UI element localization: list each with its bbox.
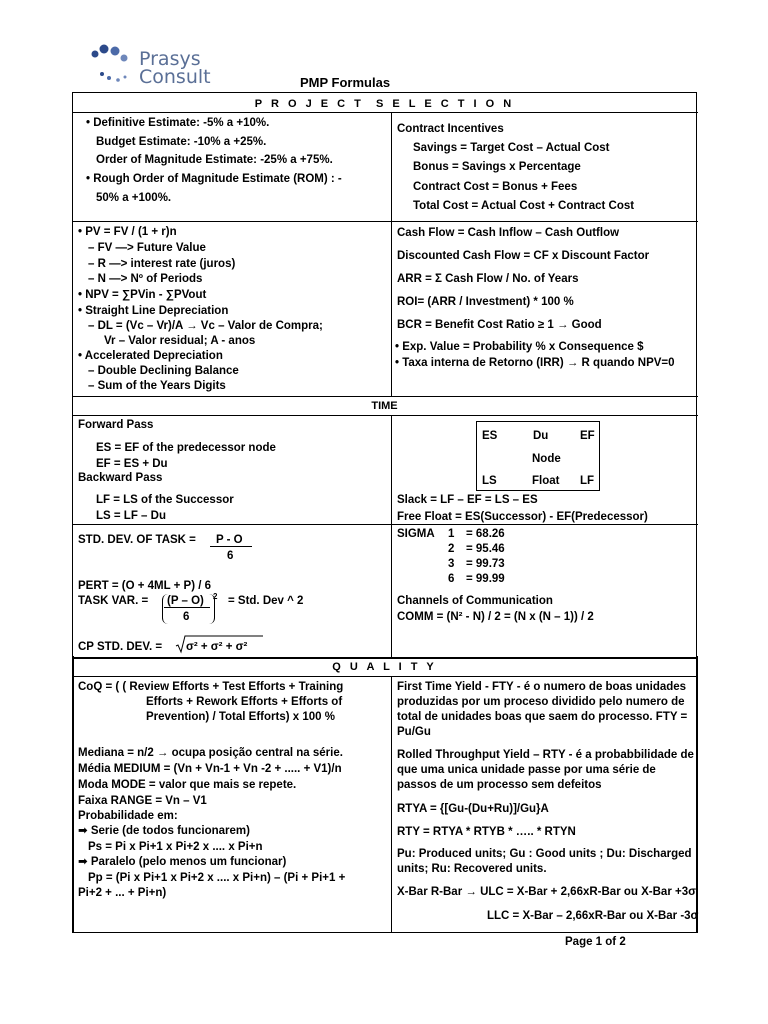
- rule: [72, 658, 698, 659]
- section-quality: Q U A L I T Y: [332, 661, 437, 673]
- estimate-budget: Budget Estimate: -10% a +25%.: [96, 136, 267, 148]
- double-declining: – Double Declining Balance: [88, 365, 239, 377]
- rule: [72, 676, 698, 677]
- column-divider: [391, 112, 392, 396]
- coq-line2: Efforts + Rework Efforts + Efforts of: [146, 696, 343, 708]
- node-float: Float: [532, 475, 560, 487]
- sigma-value: = 99.99: [466, 573, 505, 585]
- sigma-key: 2: [448, 543, 455, 555]
- straight-line-dep: • Straight Line Depreciation: [78, 305, 229, 317]
- slack-formula: Slack = LF – EF = LS – ES: [397, 494, 538, 506]
- bracket-left: [162, 594, 168, 624]
- coq-line1: CoQ = ( ( Review Efforts + Test Efforts + Training: [78, 681, 344, 693]
- section-project-selection: P R O J E C T S E L E C T I O N: [254, 98, 515, 110]
- task-var-exponent: 2: [213, 592, 218, 601]
- rty-product-formula: RTY = RTYA * RTYB * ….. * RTYN: [397, 826, 576, 838]
- fv-def: – FV —> Future Value: [88, 242, 206, 254]
- probabilidade-title: Probabilidade em:: [78, 810, 178, 822]
- units-legend-1: Pu: Produced units; Gu : Good units ; Du: Discharged: [397, 848, 692, 860]
- fraction-bar: [164, 607, 210, 608]
- expected-value: • Exp. Value = Probability % x Consequence $: [395, 341, 644, 353]
- rule: [72, 221, 698, 222]
- cash-flow: Cash Flow = Cash Inflow – Cash Outflow: [397, 227, 620, 239]
- fty-line4: Pu/Gu: [397, 726, 431, 738]
- accelerated-dep: • Accelerated Depreciation: [78, 350, 223, 362]
- comm-formula: COMM = (N² - N) / 2 = (N x (N – 1)) / 2: [397, 611, 594, 623]
- ls-formula: LS = LF – Du: [96, 510, 166, 522]
- forward-pass-title: Forward Pass: [78, 419, 154, 431]
- pert-formula: PERT = (O + 4ML + P) / 6: [78, 580, 212, 592]
- sigma-key: 3: [448, 558, 455, 570]
- es-formula: ES = EF of the predecessor node: [96, 442, 276, 454]
- node-label: Node: [532, 453, 561, 465]
- media: Média MEDIUM = (Vn + Vn-1 + Vn -2 + ..... + V1)/n: [78, 763, 342, 775]
- sigma-key: 6: [448, 573, 455, 585]
- section-time: TIME: [371, 400, 398, 412]
- pp-formula: Pp = (Pi x Pi+1 x Pi+2 x .... x Pi+n) – (Pi + Pi+1 +: [88, 872, 346, 884]
- rule: [72, 415, 698, 416]
- rule: [72, 112, 698, 113]
- std-dev-label: STD. DEV. OF TASK =: [78, 534, 196, 546]
- sigma-label: SIGMA: [397, 528, 435, 540]
- faixa: Faixa RANGE = Vn – V1: [78, 795, 207, 807]
- node-ef: EF: [580, 430, 595, 442]
- roi-formula: ROI= (ARR / Investment) * 100 %: [397, 296, 574, 308]
- estimate-rom: • Rough Order of Magnitude Estimate (ROM) : -: [86, 173, 342, 185]
- logo-dots-icon: [88, 44, 136, 84]
- pp-formula-cont: Pi+2 + ... + Pi+n): [78, 887, 167, 899]
- total-cost-formula: Total Cost = Actual Cost + Contract Cost: [413, 200, 635, 212]
- backward-pass-title: Backward Pass: [78, 472, 163, 484]
- dl-formula: – DL = (Vc – Vr)/A → Vc – Valor de Compra;: [88, 320, 323, 332]
- serie-title: ➡ Serie (de todos funcionarem): [78, 825, 250, 837]
- lf-formula: LF = LS of the Successor: [96, 494, 234, 506]
- ulc-formula: X-Bar R-Bar → ULC = X-Bar + 2,66xR-Bar ou X-Bar +3σ: [397, 886, 696, 898]
- rty-a-formula: RTYA = {[Gu-(Du+Ru)]/Gu}A: [397, 803, 549, 815]
- brand-line1: Prasys: [139, 48, 201, 70]
- page-title: PMP Formulas: [300, 75, 391, 90]
- ef-formula: EF = ES + Du: [96, 458, 168, 470]
- estimate-order: Order of Magnitude Estimate: -25% a +75%.: [96, 154, 333, 166]
- r-def: – R —> interest rate (juros): [88, 258, 236, 270]
- node-ls: LS: [482, 475, 497, 487]
- sigma-value: = 95.46: [466, 543, 505, 555]
- task-var-numerator: (P – O): [167, 595, 204, 607]
- task-var-label: TASK VAR. =: [78, 595, 149, 607]
- node-du: Du: [533, 430, 549, 442]
- std-dev-denominator: 6: [227, 550, 234, 562]
- fty-line3: total de unidades boas que saem do processo. FTY =: [397, 711, 688, 723]
- task-var-denominator: 6: [183, 611, 190, 623]
- npv-formula: • NPV = ∑PVin - ∑PVout: [78, 289, 207, 301]
- channels-title: Channels of Communication: [397, 595, 553, 607]
- fty-line1: First Time Yield - FTY - é o numero de boas unidades: [397, 681, 687, 693]
- coq-line3: Prevention) / Total Efforts) x 100 %: [146, 711, 335, 723]
- pv-formula: • PV = FV / (1 + r)n: [78, 226, 177, 238]
- rty-line3: passos de um processo sem defeitos: [397, 779, 602, 791]
- sigma-value: = 68.26: [466, 528, 505, 540]
- n-def: – N —> Nº of Periods: [88, 273, 203, 285]
- contract-cost-formula: Contract Cost = Bonus + Fees: [413, 181, 578, 193]
- rule: [696, 656, 698, 933]
- bonus-formula: Bonus = Savings x Percentage: [413, 161, 581, 173]
- free-float-formula: Free Float = ES(Successor) - EF(Predecessor): [397, 511, 648, 523]
- bracket-right: [209, 594, 215, 624]
- std-dev-numerator: P - O: [216, 534, 243, 546]
- rule: [72, 932, 698, 933]
- rty-line2: que uma unica unidade passe por uma série de: [397, 764, 656, 776]
- rty-line1: Rolled Throughput Yield – RTY - é a probabbilidade de: [397, 749, 694, 761]
- discounted-cash-flow: Discounted Cash Flow = CF x Discount Factor: [397, 250, 650, 262]
- estimate-definitive: • Definitive Estimate: -5% a +10%.: [86, 117, 270, 129]
- units-legend-2: units; Ru: Recovered units.: [397, 863, 547, 875]
- contract-incentives-title: Contract Incentives: [397, 123, 504, 135]
- llc-formula: LLC = X-Bar – 2,66xR-Bar ou X-Bar -3σ: [487, 910, 699, 922]
- fraction-bar: [210, 546, 252, 547]
- column-divider: [391, 676, 392, 932]
- node-lf: LF: [580, 475, 595, 487]
- column-divider: [391, 415, 392, 658]
- arr-formula: ARR = Σ Cash Flow / No. of Years: [397, 273, 579, 285]
- mediana: Mediana = n/2 → ocupa posição central na série.: [78, 747, 343, 759]
- brand-line2: Consult: [139, 66, 211, 88]
- moda: Moda MODE = valor que mais se repete.: [78, 779, 297, 791]
- task-var-tail: = Std. Dev ^ 2: [228, 595, 304, 607]
- vr-def: Vr – Valor residual; A - anos: [104, 335, 256, 347]
- rule: [72, 396, 698, 397]
- sigma-value: = 99.73: [466, 558, 505, 570]
- sum-years-digits: – Sum of the Years Digits: [88, 380, 226, 392]
- rule: [72, 524, 698, 525]
- bcr-formula: BCR = Benefit Cost Ratio ≥ 1 → Good: [397, 319, 602, 331]
- paralelo-title: ➡ Paralelo (pelo menos um funcionar): [78, 856, 287, 868]
- estimate-rom-range: 50% a +100%.: [96, 192, 172, 204]
- rule: [72, 656, 74, 933]
- sigma-key: 1: [448, 528, 455, 540]
- cp-std-dev-label: CP STD. DEV. =: [78, 641, 163, 653]
- ps-formula: Ps = Pi x Pi+1 x Pi+2 x .... x Pi+n: [88, 841, 263, 853]
- cp-std-dev-formula: σ² + σ² + σ²: [186, 641, 248, 653]
- node-es: ES: [482, 430, 498, 442]
- page-number: Page 1 of 2: [565, 936, 626, 948]
- fty-line2: produzidas por um proceso dividido pelo numero de: [397, 696, 685, 708]
- irr-def: • Taxa interna de Retorno (IRR) → R quando NPV=0: [395, 357, 675, 369]
- savings-formula: Savings = Target Cost – Actual Cost: [413, 142, 610, 154]
